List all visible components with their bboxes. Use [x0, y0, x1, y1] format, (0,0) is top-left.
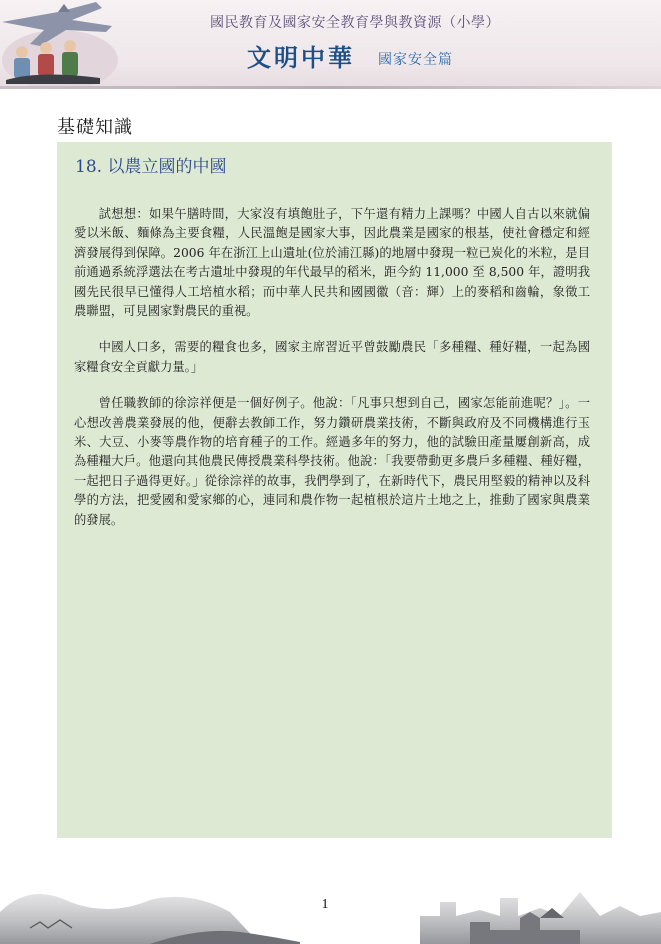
- header-title: 文明中華: [247, 44, 355, 72]
- article-title: 18. 以農立國的中國: [75, 157, 227, 177]
- header-illustration: [0, 0, 120, 88]
- header-section-label: 國家安全篇: [378, 52, 453, 68]
- page-header: [0, 0, 661, 88]
- page-number: 1: [321, 897, 329, 912]
- article-paragraph-3: 曾任職教師的徐淙祥便是一個好例子。他說：「凡事只想到自己，國家怎能前進呢？」。一心想改善農業發展的他，便辭去教師工作，努力鑽研農業技術，不斷與政府及不同機構進行玉米、大豆、小麥等農作物的培育種子的工作。經過多年的努力，他的試驗田產量屢創新高，成為種糧大戶。他還向其他農民傳授農業科學技術。他說：「我要帶動更多農戶多種糧、種好糧，一起把日子過得更好。」從徐淙祥的故事，我們學到了，在新時代下，農民用堅毅的精神以及科學的方法，把愛國和愛家鄉的心，連同和農作物一起植根於這片土地之上，推動了國家與農業的發展。: [74, 396, 590, 527]
- section-heading: 基礎知識: [57, 117, 133, 138]
- article-paragraph-2: 中國人口多，需要的糧食也多，國家主席習近平曾鼓勵農民「多種糧、種好糧，一起為國家糧食安全貢獻力量。」: [74, 340, 590, 374]
- article-paragraph-1: 試想想：如果午膳時間，大家沒有填飽肚子，下午還有精力上課嗎？中國人自古以來就偏愛以米飯、麵條為主要食糧，人民溫飽是國家大事，因此農業是國家的根基，使社會穩定和經濟發展得到保障。2006 年在浙江上山遺址(位於浦江縣)的地層中發現一粒已炭化的米粒，是目前通過系統浮選法在考古遺址中發現的年代最早的稻米，距今約 11,000 至 8,500 年，證明我國先民很早已懂得人工培植水稻；而中華人民共和國國徽（音：輝）上的麥稻和齒輪，象徵工農聯盟，可見國家對農民的重視。: [74, 207, 590, 319]
- header-subtitle: 國民教育及國家安全教育學與教資源（小學）: [210, 15, 500, 31]
- header-divider: [0, 86, 661, 89]
- article-body: [74, 205, 590, 547]
